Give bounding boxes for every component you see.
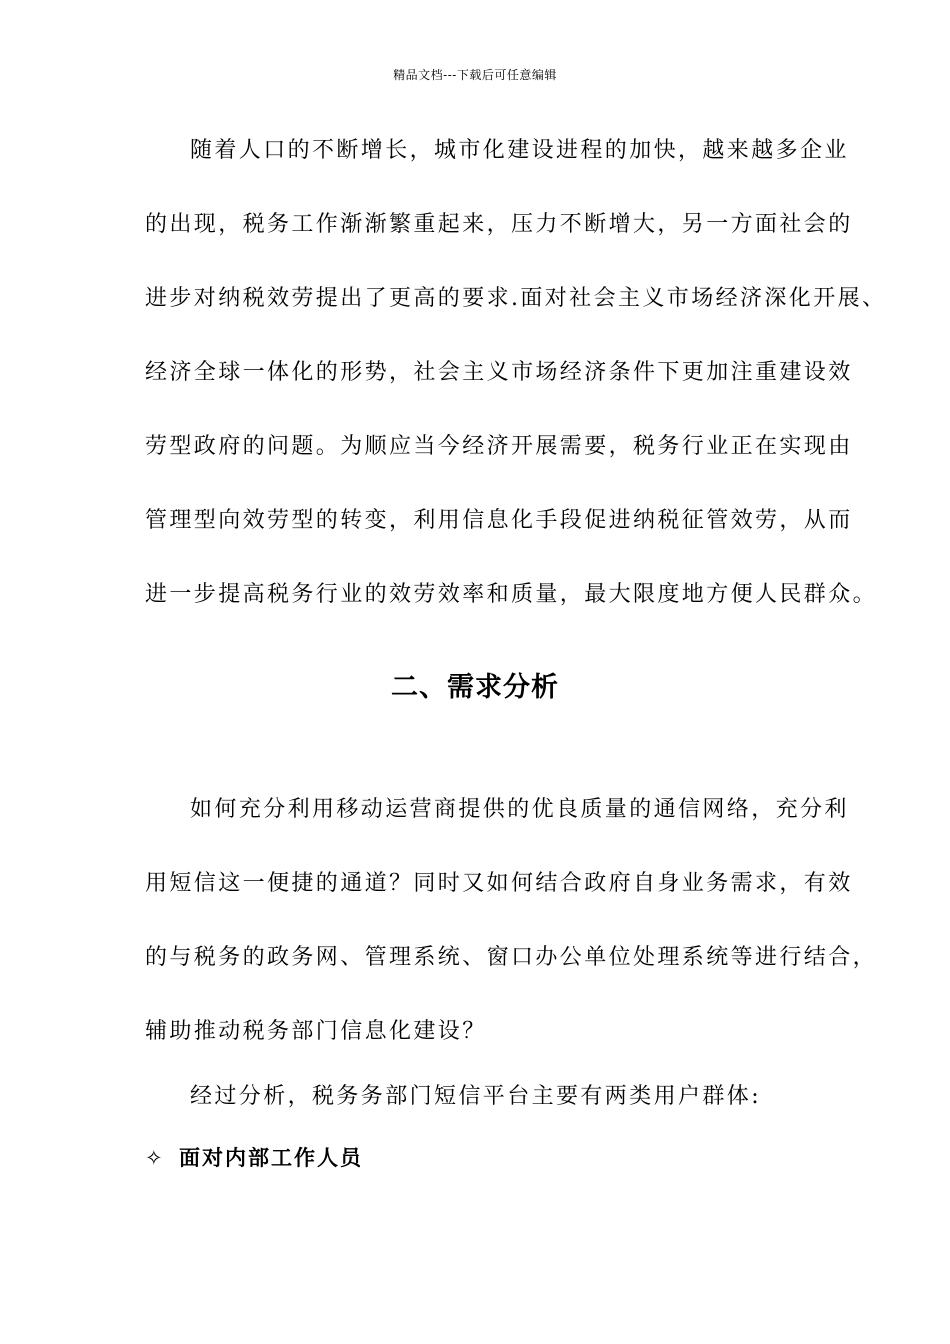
section-title: 二、需求分析 — [391, 672, 559, 703]
paragraph-1-line-4: 经济全球一体化的形势，社会主义市场经济条件下更加注重建设效 — [145, 360, 853, 385]
paragraph-1-line-2: 的出现，税务工作渐渐繁重起来，压力不断增大，另一方面社会的 — [145, 212, 853, 237]
bullet-item — [145, 1148, 363, 1169]
paragraph-1-line-5: 劳型政府的问题。为顺应当今经济开展需要，税务行业正在实现由 — [145, 434, 853, 459]
paragraph-3: 经过分析，税务务部门短信平台主要有两类用户群体: — [190, 1084, 762, 1109]
paragraph-2-line-3: 的与税务的政务网、管理系统、窗口办公单位处理系统等进行结合， — [145, 945, 878, 970]
paragraph-1-line-6: 管理型向效劳型的转变，利用信息化手段促进纳税征管效劳，从而 — [145, 508, 853, 533]
paragraph-1-line-7: 进一步提高税务行业的效劳效率和质量，最大限度地方便人民群众。 — [145, 582, 878, 607]
paragraph-1-line-1: 随着人口的不断增长，城市化建设进程的加快，越来越多企业 — [190, 138, 849, 163]
paragraph-2-line-4: 辅助推动税务部门信息化建设？ — [145, 1019, 487, 1044]
page-header: 精品文档---下载后可任意编辑 — [393, 68, 557, 82]
paragraph-1-line-3: 进步对纳税效劳提出了更高的要求.面对社会主义市场经济深化开展、 — [145, 286, 887, 311]
bullet-item-label: 面对内部工作人员 — [179, 1146, 363, 1170]
paragraph-2-line-1: 如何充分利用移动运营商提供的优良质量的通信网络，充分利 — [190, 797, 849, 822]
diamond-star-icon: ✧ — [145, 1146, 165, 1170]
paragraph-2-line-2: 用短信这一便捷的通道？同时又如何结合政府自身业务需求，有效 — [145, 871, 853, 896]
